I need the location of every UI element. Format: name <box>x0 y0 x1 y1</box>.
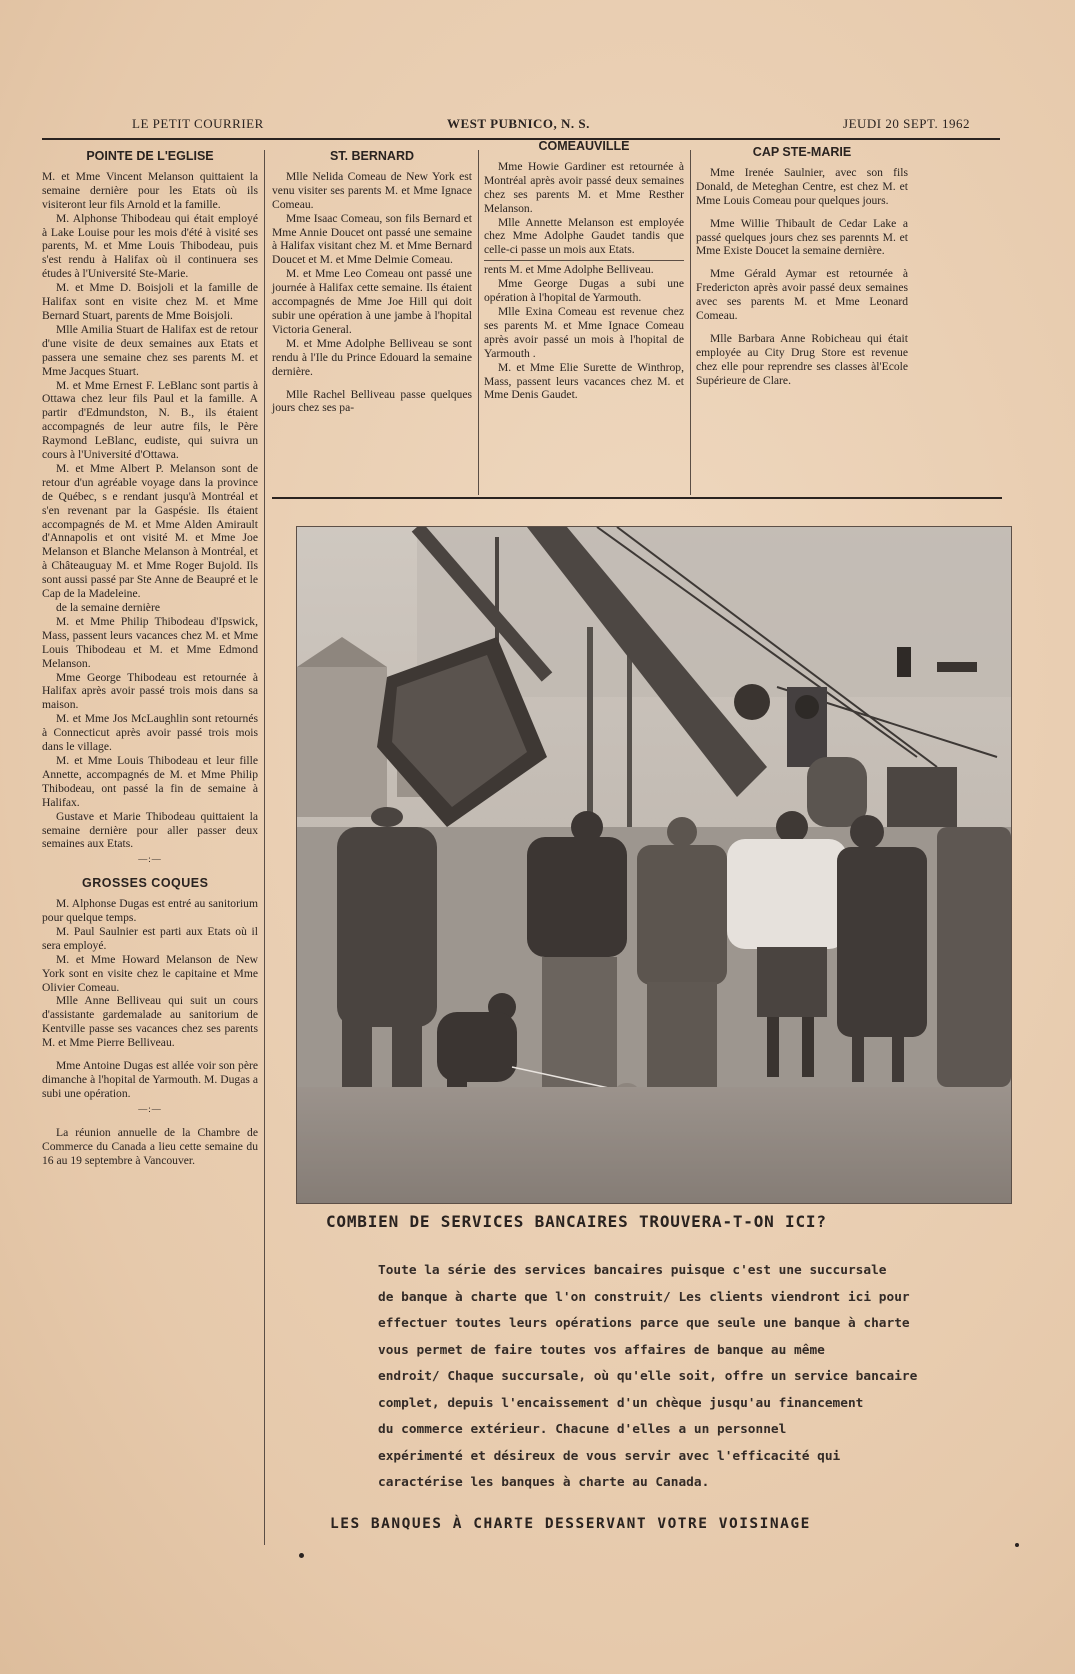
ink-speck <box>1015 1543 1019 1547</box>
masthead <box>42 112 1000 140</box>
news-item: Mme Antoine Dugas est allée voir son père dimanche à l'hopital de Yarmouth. M. Dugas a subi une opération. <box>42 1059 258 1100</box>
ad-line: du commerce extérieur. Chacune d'elles a un personnel <box>378 1422 787 1437</box>
item-separator <box>484 260 684 261</box>
construction-photo <box>296 526 1012 1204</box>
section-rule <box>272 497 1002 499</box>
section-heading: COMEAUVILLE <box>538 139 630 153</box>
column-pointe-de-leglise <box>42 150 258 1167</box>
news-item: Mlle Barbara Anne Robicheau qui était employée au City Drug Store est revenue chez elle pour reprendre ses classes àl'Ecole Supérieure de Clare. <box>696 331 908 387</box>
column-rule <box>690 150 691 495</box>
news-item: M. et Mme Albert P. Melanson sont de retour d'un agréable voyage dans la province de Québec, s e rendant jusqu'à Montréal et s'en revenant par la Gaspésie. Ils étaient accompagnés de M. et Mme Alden Amirault d'Annapolis et ont visité M. et Mme Joe Melanson et Blanche Melanson à Montréal, et à Châteauguay M. et Mme Roger Bujold. Ils sont aussi passé par Ste Anne de Beaupré et le Cap de la Madeleine. <box>42 461 258 601</box>
ad-line: Toute la série des services bancaires puisque c'est une succursale <box>378 1263 887 1278</box>
section-heading: POINTE DE L'EGLISE <box>86 149 214 163</box>
news-item: Gustave et Marie Thibodeau quittaient la semaine dernière pour aller passer deux semaines aux Etats. <box>42 809 258 851</box>
news-item: Mme George Dugas a subi une opération à l'hopital de Yarmouth. <box>484 277 684 305</box>
ad-line: caractérise les banques à charte au Canada. <box>378 1475 710 1490</box>
dateline-location: WEST PUBNICO, N. S. <box>447 116 590 131</box>
news-item: Mme Howie Gardiner est retournée à Montréal après avoir passé deux semaines chez ses parents M. et Mme Resther Melanson. <box>484 159 684 215</box>
news-item: Mlle Nelida Comeau de New York est venu visiter ses parents M. et Mme Ignace Comeau. <box>272 169 472 211</box>
ad-headline: COMBIEN DE SERVICES BANCAIRES TROUVERA-T-ON ICI? <box>326 1212 827 1231</box>
news-item: M. et Mme D. Boisjoli et la famille de Halifax sont en visite chez M. et Mme Bernard Stuart, parents de Mme Boisjoli. <box>42 281 258 322</box>
ad-body <box>378 1258 958 1497</box>
news-item: La réunion annuelle de la Chambre de Commerce du Canada a lieu cette semaine du 16 au 19 septembre à Vancouver. <box>42 1125 258 1167</box>
news-item: rents M. et Mme Adolphe Belliveau. <box>484 263 654 277</box>
section-heading: CAP STE-MARIE <box>752 145 852 159</box>
news-item: M. Alphonse Dugas est entré au sanitorium pour quelque temps. <box>42 897 258 925</box>
newspaper-name: LE PETIT COURRIER <box>132 116 264 131</box>
ad-slogan: LES BANQUES À CHARTE DESSERVANT VOTRE VOISINAGE <box>330 1516 811 1532</box>
ad-line: complet, depuis l'encaissement d'un chèque jusqu'au financement <box>378 1395 864 1411</box>
news-item: Mlle Anne Belliveau qui suit un cours d'assistante gardemalade au sanitorium de Kentville passe ses vacances chez ses parents M. et Mme Pierre Belliveau. <box>42 994 258 1050</box>
news-item: M. Alphonse Thibodeau qui était employé à Lake Louise pour les mois d'été à visité ses parents, M. et Mme Louis Thibodeau, puis s'est rendu à Halifax où il continuera ses études à l'Université Ste-Marie. <box>42 211 258 281</box>
column-rule <box>264 150 265 1545</box>
news-item: M. et Mme Jos McLaughlin sont retournés à Connecticut après avoir passé trois mois dans le village. <box>42 712 258 754</box>
news-item: M. et Mme Philip Thibodeau d'Ipswick, Mass, passent leurs vacances chez M. et Mme Louis Thibodeau et M. et Mme Edmond Melanson. <box>42 614 258 670</box>
ad-line: de banque à charte que l'on construit/ Les clients viendront ici pour <box>378 1289 910 1305</box>
column-rule <box>478 150 479 495</box>
news-item: M. et Mme Howard Melanson de New York sont en visite chez le capitaine et Mme Olivier Comeau. <box>42 952 258 994</box>
news-item: Mlle Rachel Belliveau passe quelques jours chez ses pa- <box>272 387 472 415</box>
ad-line: effectuer toutes leurs opérations parce que seule une banque à charte <box>378 1316 910 1331</box>
ad-line: endroit/ Chaque succursale, où qu'elle soit, offre un service bancaire <box>378 1369 918 1384</box>
news-item: Mlle Amilia Stuart de Halifax est de retour d'une visite de deux semaines aux Etats et passera une semaine chez ses parents M. et Mme Jacques Stuart. <box>42 322 258 378</box>
news-item: M. Paul Saulnier est parti aux Etats où il sera employé. <box>42 924 258 952</box>
news-item: M. et Mme Ernest F. LeBlanc sont partis à Ottawa chez leur fils Paul et la famille. A partir d'Edmundston, N. B., ils étaient accompagnés de leur autre fils, le Père Raymond LeBlanc, eudiste, qui suivra un cours à l'Université d'Ottawa. <box>42 378 258 462</box>
news-item: M. et Mme Vincent Melanson quittaient la semaine dernière pour les Etats où ils visiteront leur fils Arnold et la famille. <box>42 169 258 211</box>
news-item: de la semaine dernière <box>56 601 160 614</box>
issue-date: JEUDI 20 SEPT. 1962 <box>843 116 970 131</box>
news-item: Mme George Thibodeau est retournée à Halifax après avoir passé trois mois dans sa maison. <box>42 670 258 712</box>
column-comeauville <box>484 140 684 402</box>
column-cap-ste-marie <box>696 146 908 388</box>
ink-speck <box>299 1553 304 1558</box>
construction-scene-illustration <box>297 527 1011 1203</box>
column-st-bernard <box>272 150 472 415</box>
section-heading: GROSSES COQUES <box>82 876 209 891</box>
news-item: M. et Mme Louis Thibodeau et leur fille Annette, accompagnés de M. et Mme Philip Thibodeau, ont passé la fin de semaine à Halifax. <box>42 753 258 809</box>
news-item: Mme Gérald Aymar est retournée à Fredericton après avoir passé deux semaines avec ses parents M. et Mme Leonard Comeau. <box>696 267 908 323</box>
news-item: M. et Mme Adolphe Belliveau se sont rendu à l'Ile du Prince Edouard la semaine dernière. <box>272 336 472 378</box>
section-heading: ST. BERNARD <box>329 149 415 163</box>
news-item: Mlle Exina Comeau est revenue chez ses parents M. et Mme Ignace Comeau après avoir passé un mois à l'hopital de Yarmouth . <box>484 304 684 360</box>
news-item: Mme Willie Thibault de Cedar Lake a passé quelques jours chez ses parennts M. et Mme Existe Doucet la semaine dernière. <box>696 216 908 258</box>
news-item: M. et Mme Leo Comeau ont passé une journée à Halifax cette semaine. Ils étaient accompagnés de Mme Joe Hill qui doit subir une opération à une jambe à l'hopital Victoria General. <box>272 267 472 336</box>
news-item: Mme Irenée Saulnier, avec son fils Donald, de Meteghan Centre, est chez M. et Mme Louis Comeau pour quelques jours. <box>696 165 908 207</box>
news-item: Mme Isaac Comeau, son fils Bernard et Mme Annie Doucet ont passé une semaine à Halifax visitant chez M. et Mme Bernard Doucet et M. et Mme Delmie Comeau. <box>272 211 472 267</box>
section-divider: —:— <box>138 854 162 865</box>
ad-line: vous permet de faire toutes vos affaires de banque au même <box>378 1342 825 1358</box>
section-divider: —:— <box>138 1103 162 1114</box>
news-item: M. et Mme Elie Surette de Winthrop, Mass, passent leurs vacances chez M. et Mme Denis Gaudet. <box>484 360 684 402</box>
news-item: Mlle Annette Melanson est employée chez Mme Adolphe Gaudet tandis que celle-ci passe un mois aux Etats. <box>484 215 684 257</box>
ad-line: expérimenté et désireux de vous servir avec l'efficacité qui <box>378 1448 841 1464</box>
